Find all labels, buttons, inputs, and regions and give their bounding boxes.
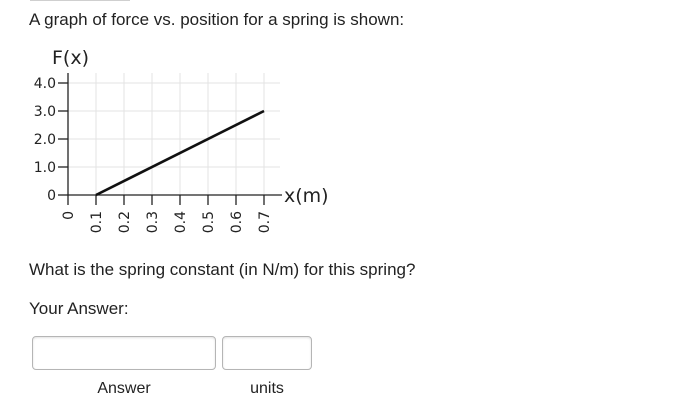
y-tick-label: 2.0 <box>33 132 56 148</box>
y-tick-label: 3.0 <box>33 104 56 120</box>
question-prompt: What is the spring constant (in N/m) for this spring? <box>29 260 416 279</box>
x-tick-label: 0.7 <box>257 211 273 234</box>
x-tick-label: 0.3 <box>145 211 161 234</box>
force-position-chart <box>0 40 360 240</box>
units-input[interactable] <box>222 336 312 370</box>
x-tick-label: 0.1 <box>89 211 105 234</box>
y-tick-label: 1.0 <box>33 160 56 176</box>
y-tick-label: 0 <box>47 188 56 204</box>
x-tick-label: 0.6 <box>229 211 245 234</box>
x-tick-label: 0.2 <box>117 211 133 234</box>
your-answer-label: Your Answer: <box>29 299 129 318</box>
x-tick-label: 0.5 <box>201 211 217 234</box>
x-tick-label: 0.4 <box>173 211 189 234</box>
y-tick-label: 4.0 <box>33 76 56 92</box>
chart-axes <box>68 73 282 195</box>
units-caption: units <box>250 380 284 397</box>
y-axis-label: F(x) <box>52 47 89 69</box>
answer-input[interactable] <box>32 336 216 370</box>
question-text: A graph of force vs. position for a spring is shown: <box>29 10 405 29</box>
x-tick-label: 0 <box>61 211 77 220</box>
x-axis-label: x(m) <box>284 185 329 207</box>
chart-grid <box>68 73 280 195</box>
answer-caption: Answer <box>97 380 151 397</box>
top-divider <box>30 0 130 1</box>
chart-ticks <box>34 76 273 233</box>
